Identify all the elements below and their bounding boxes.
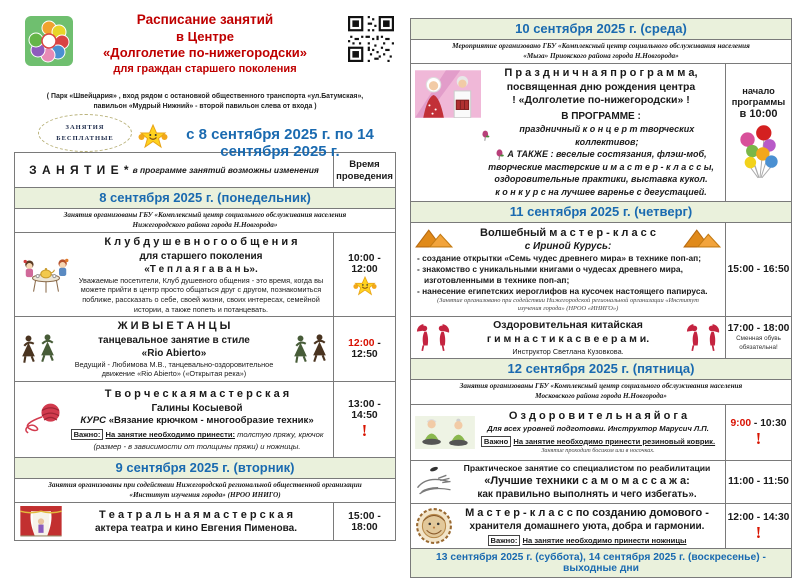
elderly-couple-photo: [415, 70, 481, 118]
domovoy-important-underline: На занятие необходимо принести ножницы: [523, 536, 687, 545]
craft-time: 13:00 - 14:50: [335, 399, 394, 421]
flyer-title-line3: «Долголетие по-нижегородски»: [72, 45, 338, 62]
party-bullet1: [481, 123, 721, 148]
theater-time-cell: [333, 503, 395, 540]
date-row-wednesday: 10 сентября 2025 г. (среда): [411, 19, 791, 39]
dance-title: Ж И В Ы Е Т А Н Ц Ы: [57, 319, 291, 333]
magic-host: с Ириной Курусь:: [417, 240, 719, 253]
magic-bullet2: - знакомство с уникальными книгами о чудесах древнего мира,: [417, 264, 719, 275]
organizer-line1: Занятия организованы при содействии Нижегородской региональной общественной организации: [17, 481, 393, 491]
balloons-icon: [737, 124, 781, 180]
party-bullet1-text: праздничный к о н ц е р т творческих коллективов;: [493, 123, 721, 148]
theater-curtain-icon: [19, 505, 63, 538]
weekend-row: 13 сентября 2025 г. (суббота), 14 сентября 2025 г. (воскресенье) - выходные дни: [411, 548, 791, 577]
domovoy-charm-icon: [415, 507, 453, 545]
important-label: Важно:: [488, 535, 521, 546]
dancers-icon: [19, 333, 57, 365]
activity-row-dance: [15, 316, 395, 381]
massage-hands-icon: [415, 465, 453, 498]
craft-course-name: «Вязание крючком - многообразие техник»: [109, 415, 314, 426]
activity-row-massage: [411, 460, 791, 503]
activity-header-note: в программе занятий возможны изменения: [133, 165, 319, 175]
time-header-line1: Время: [349, 159, 379, 170]
theater-text: [63, 508, 329, 535]
yoga-time-end: - 10:30: [751, 418, 787, 429]
star-smiley-icon: [353, 276, 377, 297]
yoga-important-line: [475, 436, 721, 447]
fan-dancers-icon: [415, 323, 451, 353]
craft-course-label: КУРС: [80, 415, 106, 426]
tea-party-icon: [19, 255, 73, 295]
magic-fineprint-line2: изучения города» (НРОО «ИНИГО»): [417, 305, 719, 313]
flyer-header: [14, 8, 396, 152]
yoga-content: [411, 405, 725, 460]
gym-text: [451, 319, 685, 356]
club-time-cell: [333, 233, 395, 316]
craft-time-cell: [333, 382, 395, 457]
party-line3: творческие мастерские и м а с т е р - к л а с с ы,: [481, 161, 721, 174]
activity-row-craft: [15, 381, 395, 457]
magic-fineprint-line1: (Занятие организовано при содействии Нижегородской региональной организации «Институт: [417, 297, 719, 305]
flyer-page-right: [410, 18, 792, 578]
organizer-line2: «Мыза» Приокского района города Н.Новгорода»: [413, 52, 789, 62]
yarn-ball-icon: [19, 402, 65, 436]
date-row-monday: 8 сентября 2025 г. (понедельник): [15, 187, 395, 208]
party-title-line2: посвященная дню рождения центра: [481, 81, 721, 95]
massage-time: 11:00 - 11:50: [728, 476, 789, 487]
craft-important-line: [65, 429, 329, 440]
club-title: К л у б д у ш е в н о г о о б щ е н и я: [73, 235, 329, 249]
massage-time-cell: [725, 461, 791, 503]
theater-content: [15, 503, 333, 540]
party-title-line3: ! «Долголетие по-нижегородски» !: [481, 94, 721, 108]
center-flower-logo-icon: [24, 14, 74, 68]
theater-title: Т е а т р а л ь н а я м а с т е р с к а я: [63, 508, 329, 522]
flyer-title-line1: Расписание занятий: [72, 12, 338, 29]
address-line1: ( Парк «Швейцария» , вход рядом с остановкой общественного транспорта «ул.Батумская»,: [14, 92, 396, 102]
craft-important-underline: На занятие необходимо принести:: [106, 430, 235, 439]
magic-time: 15:00 - 16:50: [728, 264, 790, 275]
craft-important-rest: толстую пряжу, крючок: [237, 430, 323, 439]
dance-time-start: 12:00: [348, 338, 374, 349]
party-bullet2-text: А ТАКЖЕ : веселые состязания, флэш-моб,: [507, 148, 706, 161]
party-time-cell: [725, 64, 791, 200]
free-classes-badge: [38, 114, 132, 152]
activity-header-label: З А Н Я Т И Е *: [29, 163, 129, 177]
important-label: Важно:: [71, 429, 104, 440]
yoga-description: Для всех уровней подготовки. Инструктор Марусич Л.П.: [475, 424, 721, 434]
pyramids-icon: [683, 227, 721, 248]
organizer-line2: Нижегородского района города Н.Новгорода»: [17, 221, 393, 231]
organizer-row-tuesday: [15, 478, 395, 502]
organizer-line2: Московского района города Н.Новгорода»: [413, 392, 789, 402]
gym-content: [411, 317, 725, 358]
magic-bullet3: - нанесение египетских иероглифов на кусочек настоящего папируса.: [417, 286, 719, 297]
date-row-friday: 12 сентября 2025 г. (пятница): [411, 358, 791, 379]
activity-row-theater: [15, 502, 395, 540]
organizer-line1: Мероприятие организовано ГБУ «Комплексный центр социального обслуживания населения: [413, 42, 789, 52]
date-row-tuesday: 9 сентября 2025 г. (вторник): [15, 457, 395, 478]
exclamation-icon: !: [756, 524, 762, 541]
activity-row-domovoy: [411, 503, 791, 548]
organizer-line2: «Институт изучения города» (НРОО ИНИГО): [17, 491, 393, 501]
gym-title-line2: г и м н а с т и к а с в е е р а м и.: [451, 333, 685, 347]
massage-title-line1: Практическое занятие со специалистом по реабилитации: [453, 463, 721, 474]
magic-title: Волшебный м а с т е р - к л а с с: [417, 226, 719, 240]
dance-text: [57, 319, 291, 379]
massage-title-line3: как правильно выполнять и чего избегать».: [453, 488, 721, 501]
gym-time: 17:00 - 18:00: [728, 323, 790, 334]
craft-content: [15, 382, 333, 457]
organizer-row-wednesday: [411, 39, 791, 63]
address-line2: павильон «Мудрый Нижний» - второй павильон слева от входа ): [14, 102, 396, 112]
domovoy-title-line2: хранителя домашнего уюта, добра и гармонии.: [453, 520, 721, 533]
craft-author: Галины Косыевой: [65, 402, 329, 415]
gym-instructor: Инструктор Светлана Кузовкова.: [451, 347, 685, 357]
dance-leader-line2: движение «Rio Abierto» («Открытая река»): [57, 369, 291, 379]
magic-bullet2b: изготовленными в технике поп-ап;: [417, 275, 719, 286]
yoga-figures-icon: [415, 416, 475, 449]
organizer-line1: Занятия организованы ГБУ «Комплексный центр социального обслуживания населения: [413, 382, 789, 392]
magic-time-cell: [725, 223, 791, 317]
free-badge-line1: ЗАНЯТИЯ: [39, 124, 131, 131]
fan-dancers-icon: [685, 323, 721, 353]
organizer-row-monday: [15, 208, 395, 232]
theater-time: 15:00 - 18:00: [335, 511, 394, 533]
schedule-table-right: [410, 18, 792, 578]
club-content: [15, 233, 333, 316]
magic-bullet1: - создание открытки «Семь чудес древнего мира» в технике поп-ап;: [417, 253, 719, 264]
club-subtitle: для старшего поколения: [73, 250, 329, 263]
craft-important-line2: (размер - в зависимости от толщины пряжи) и ножницы.: [65, 442, 329, 451]
craft-text: [65, 387, 329, 451]
week-date-range: с 8 сентября 2025 г. по 14 сентября 2025 г.: [164, 126, 396, 160]
flyer-page-left: [14, 8, 396, 541]
organizer-row-friday: [411, 379, 791, 403]
theater-subtitle: актера театра и кино Евгения Пименова.: [63, 522, 329, 535]
domovoy-title-line1: М а с т е р - к л а с с по созданию домового -: [453, 506, 721, 520]
date-row-thursday: 11 сентября 2025 г. (четверг): [411, 201, 791, 222]
massage-text: [453, 463, 721, 501]
party-title-line1: П р а з д н и ч н а я п р о г р а м м а,: [481, 66, 721, 80]
activity-header-cell: [15, 153, 333, 187]
domovoy-time: 12:00 - 14:30: [728, 512, 790, 523]
pyramids-icon: [415, 227, 453, 248]
craft-title: Т в о р ч е с к а я м а с т е р с к а я: [65, 387, 329, 401]
schedule-table-left: [14, 152, 396, 541]
balloon-bullet-icon: [495, 149, 504, 161]
dance-content: [15, 317, 333, 381]
exclamation-icon: !: [756, 430, 762, 447]
club-text: [73, 235, 329, 314]
club-time: 10:00 - 12:00: [335, 253, 394, 275]
dance-leader-line1: Ведущий - Любимова М.В., танцевально-оздоровительное: [57, 360, 291, 370]
flyer-title-line2: в Центре: [72, 29, 338, 45]
domovoy-content: [411, 504, 725, 548]
activity-row-yoga: [411, 404, 791, 460]
gym-note-line1: Сменная обувь: [736, 335, 781, 343]
party-program-label: В ПРОГРАММЕ :: [481, 110, 721, 123]
activity-row-club: [15, 232, 395, 316]
party-bullet2: [481, 148, 721, 161]
club-description: Уважаемые посетители, Клуб душевного общения - это время, когда вы можете прийти в центр просто общаться друг с другом, познакомиться поближе, рассказать о себе, своей жизни, своих интересах, семейной истории, а также попеть и потанцевать.: [73, 276, 329, 315]
massage-content: [411, 461, 725, 503]
free-badge-line2: БЕСПЛАТНЫЕ: [39, 135, 131, 142]
party-text: [481, 66, 721, 198]
party-line5: к о н к у р с на лучшее варенье с дегустацией.: [481, 186, 721, 199]
gym-time-cell: [725, 317, 791, 358]
time-header-line2: проведения: [336, 171, 393, 182]
yoga-time: [730, 418, 786, 429]
yoga-note: Занятие проходит босиком или в носочках.: [475, 447, 721, 455]
dance-subtitle1: танцевальное занятие в стиле: [57, 334, 291, 347]
important-label: Важно: [481, 436, 511, 447]
massage-title-line2: «Лучшие техники с а м о м а с с а ж а:: [453, 474, 721, 488]
qr-code-icon: [348, 16, 394, 62]
party-content: [411, 64, 725, 200]
dance-time-end: - 12:50: [351, 338, 380, 360]
yoga-text: [475, 409, 721, 454]
party-time-line2: программы: [732, 97, 785, 107]
yoga-time-start: 9:00: [730, 418, 751, 429]
exclamation-icon: !: [362, 422, 368, 439]
party-time-line1: начало: [742, 86, 775, 96]
activity-row-party: [411, 63, 791, 200]
dance-time-cell: [333, 317, 395, 381]
address-note: [14, 92, 396, 112]
organizer-line1: Занятия организованы ГБУ «Комплексный центр социального обслуживания населения: [17, 211, 393, 221]
party-time-line3: в 10:00: [740, 108, 778, 120]
domovoy-text: [453, 506, 721, 546]
magic-content: [411, 223, 725, 317]
gym-note-line2: обязательна!: [739, 344, 777, 352]
yoga-time-cell: [725, 405, 791, 460]
dance-subtitle2: «Rio Abierto»: [57, 347, 291, 360]
domovoy-time-cell: [725, 504, 791, 548]
flyer-titles: [72, 12, 338, 76]
club-name: «Т е п л а я г а в а н ь».: [73, 263, 329, 276]
activity-row-magic: [411, 222, 791, 317]
craft-course-line: [65, 415, 329, 427]
dancers-icon: [291, 333, 329, 365]
gym-title-line1: Оздоровительная китайская: [451, 319, 685, 333]
yoga-important-underline: На занятие необходимо принести резиновый коврик.: [513, 437, 715, 446]
party-line4: оздоровительные практики, выставка кукол.: [481, 173, 721, 186]
flyer-subtitle: для граждан старшего поколения: [72, 62, 338, 76]
activity-row-gym: [411, 316, 791, 358]
balloon-bullet-icon: [481, 130, 490, 142]
dance-time: [335, 338, 394, 360]
yoga-title: О з д о р о в и т е л ь н а я й о г а: [475, 409, 721, 423]
domovoy-important-line: [453, 535, 721, 546]
